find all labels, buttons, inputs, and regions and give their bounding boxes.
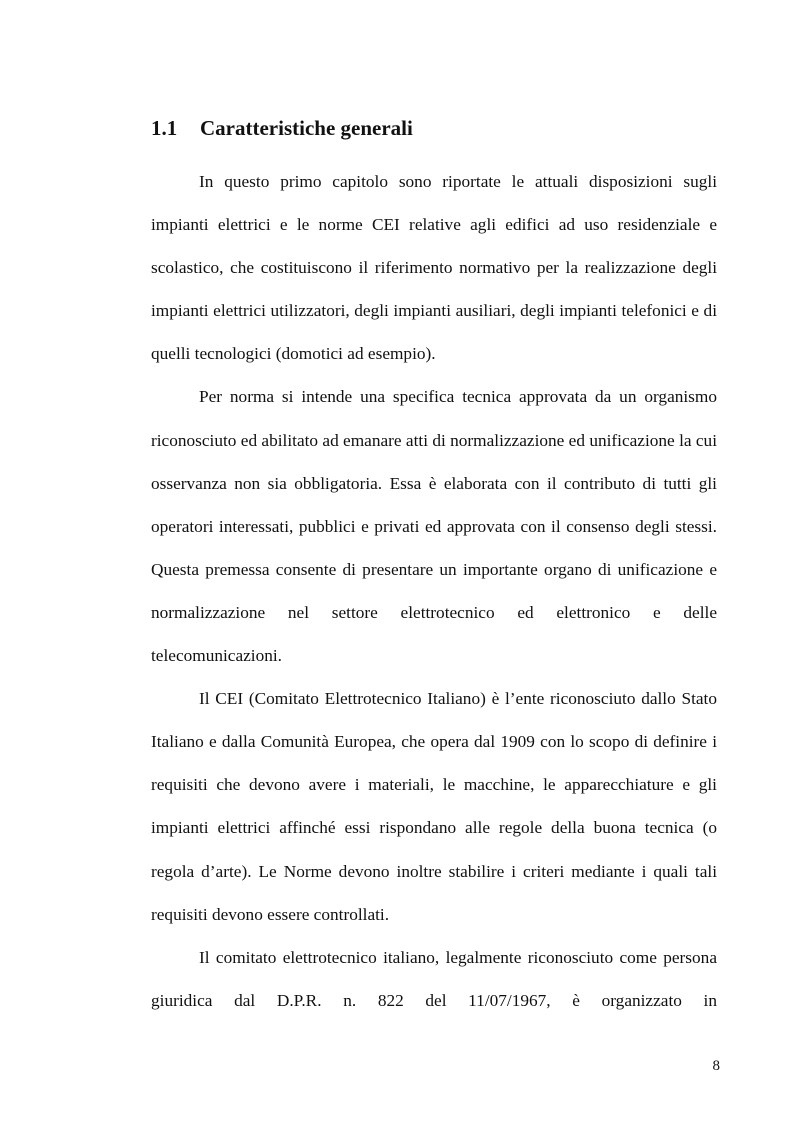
body-text [151,160,717,1022]
section-number: 1.1 [151,116,178,140]
page-number: 8 [712,1058,720,1074]
paragraph-4: Il comitato elettrotecnico italiano, legalmente riconosciuto come persona giuridica dal D.P.R. n. 822 del 11/07/1967, è organizzato in [151,947,717,1010]
paragraph-3: Il CEI (Comitato Elettrotecnico Italiano) è l’ente riconosciuto dallo Stato Italiano e dalla Comunità Europea, che opera dal 1909 con lo scopo di definire i requisiti che devono avere i materiali, le macchine, le apparecchiature e gli impianti elettrici affinché essi rispondano alle regole della buona tecnica (o regola d’arte). Le Norme devono inoltre stabilire i criteri mediante i quali tali requisiti devono essere controllati. [151,689,717,924]
paragraph-1: In questo primo capitolo sono riportate le attuali disposizioni sugli impianti elettrici e le norme CEI relative agli edifici ad uso residenziale e scolastico, che costituiscono il riferimento normativo per la realizzazione degli impianti elettrici utilizzatori, degli impianti ausiliari, degli impianti telefonici e di quelli tecnologici (domotici ad esempio). [151,172,717,364]
section-heading [151,114,721,142]
section-title: Caratteristiche generali [200,116,413,140]
paragraph-2: Per norma si intende una specifica tecnica approvata da un organismo riconosciuto ed abilitato ad emanare atti di normalizzazione ed unificazione la cui osservanza non sia obbligatoria. Essa è elaborata con il contributo di tutti gli operatori interessati, pubblici e privati ed approvata con il consenso degli stessi. Questa premessa consente di presentare un importante organo di unificazione e normalizzazione nel settore elettrotecnico ed elettronico e delle telecomunicazioni. [151,387,717,666]
